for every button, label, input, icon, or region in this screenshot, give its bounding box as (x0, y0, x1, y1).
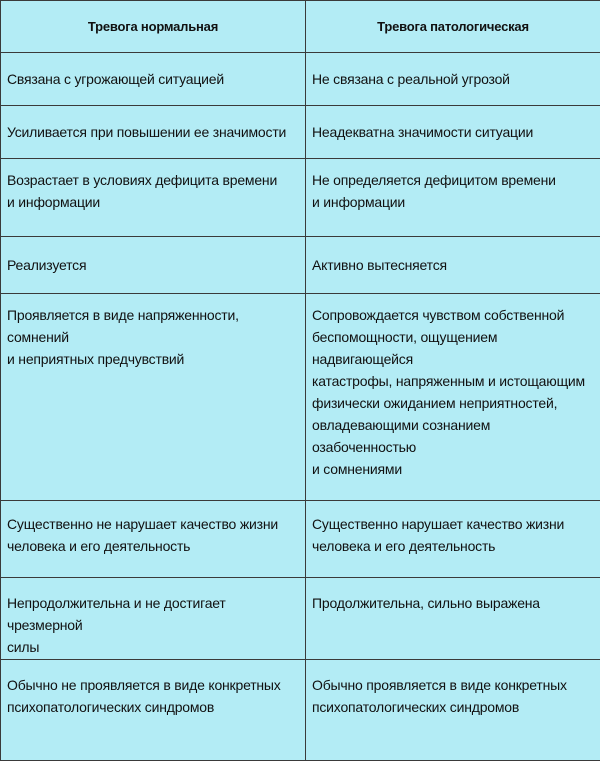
table-row (1, 294, 600, 501)
table-row (1, 159, 600, 237)
cell-text: Продолжительна, сильно выражена (312, 592, 594, 614)
cell-text: Связана с угрожающей ситуацией (7, 68, 299, 90)
cell-text: Возрастает в условиях дефицита времени и информации (7, 169, 299, 213)
cell-text: Существенно не нарушает качество жизни человека и его деятельность (7, 513, 299, 557)
cell-normal (1, 578, 306, 660)
cell-normal (1, 106, 306, 159)
cell-normal (1, 294, 306, 501)
table-row (1, 237, 600, 294)
table-row (1, 578, 600, 660)
cell-text: Существенно нарушает качество жизни человека и его деятельность (312, 513, 594, 557)
table-header-row (1, 1, 600, 53)
cell-text: Обычно не проявляется в виде конкретных психопатологических синдромов (7, 674, 299, 718)
cell-pathological (306, 501, 600, 578)
cell-text: Сопровождается чувством собственной беспомощности, ощущением надвигающейся катастрофы, напряженным и истощающим физически ожиданием неприятностей, овладевающими сознанием озабоченностью и сомнениями (312, 304, 594, 480)
cell-pathological (306, 106, 600, 159)
cell-normal (1, 501, 306, 578)
cell-pathological (306, 159, 600, 237)
header-pathological-anxiety: Тревога патологическая (306, 1, 600, 53)
cell-pathological (306, 578, 600, 660)
cell-text: Неадекватна значимости ситуации (312, 121, 594, 143)
cell-text: Обычно проявляется в виде конкретных психопатологических синдромов (312, 674, 594, 718)
cell-normal (1, 53, 306, 106)
cell-normal (1, 159, 306, 237)
table-row (1, 106, 600, 159)
cell-text: Не связана с реальной угрозой (312, 68, 594, 90)
cell-text: Не определяется дефицитом времени и информации (312, 169, 594, 213)
cell-text: Усиливается при повышении ее значимости (7, 121, 299, 143)
cell-text: Активно вытесняется (312, 254, 594, 276)
cell-normal (1, 237, 306, 294)
cell-pathological (306, 294, 600, 501)
cell-text: Непродолжительна и не достигает чрезмерной силы (7, 592, 299, 658)
cell-pathological (306, 660, 600, 761)
cell-text: Проявляется в виде напряженности, сомнений и неприятных предчувствий (7, 304, 299, 370)
table-row (1, 53, 600, 106)
cell-normal (1, 660, 306, 761)
table-row (1, 501, 600, 578)
cell-pathological (306, 237, 600, 294)
cell-pathological (306, 53, 600, 106)
header-normal-anxiety: Тревога нормальная (1, 1, 306, 53)
table-row (1, 660, 600, 761)
cell-text: Реализуется (7, 254, 299, 276)
